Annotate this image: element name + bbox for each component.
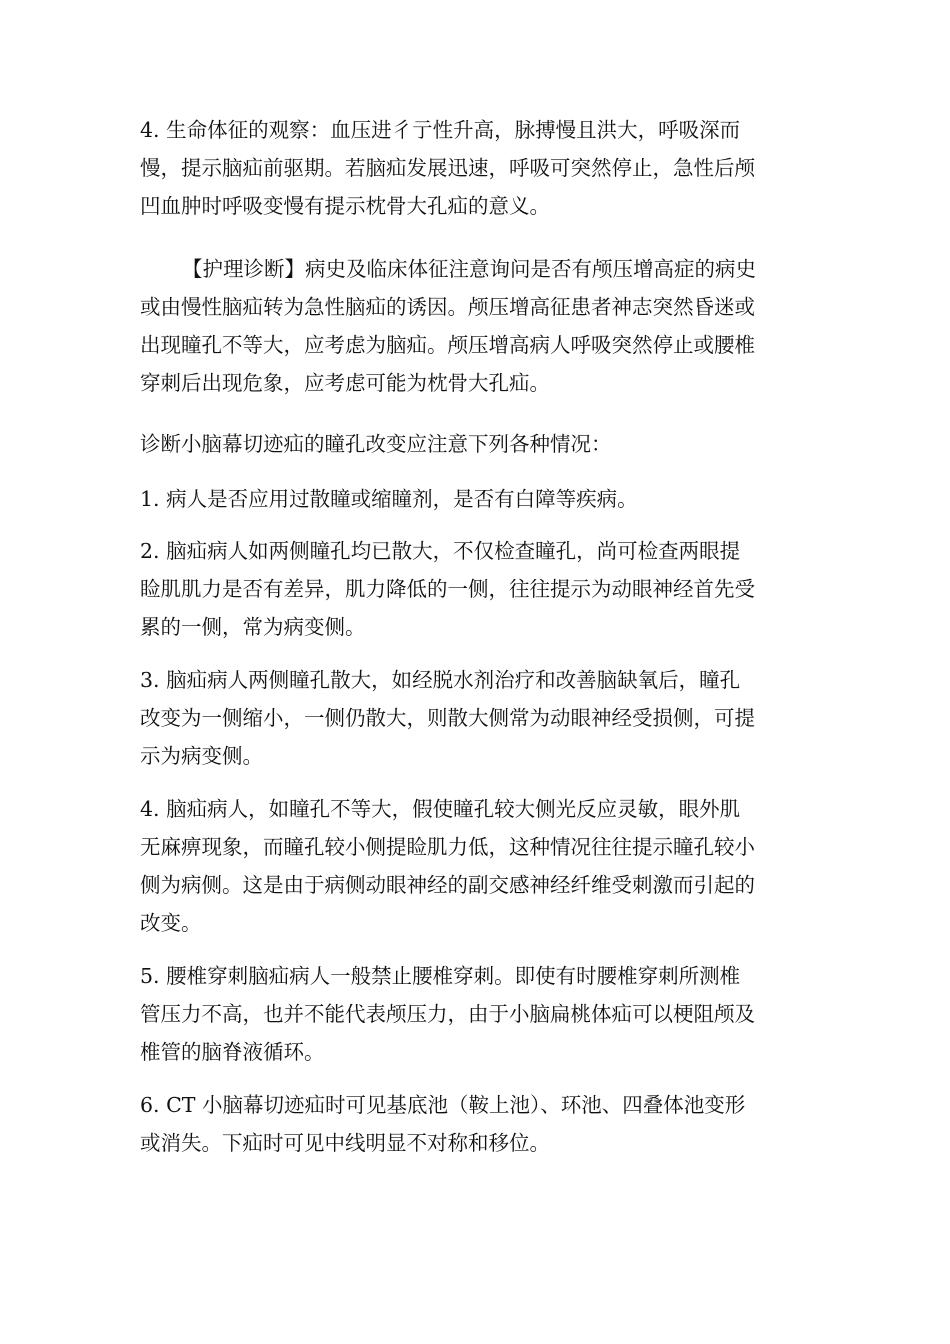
text-line: 1. 病人是否应用过散瞳或缩瞳剂，是否有白障等疾病。: [140, 487, 638, 511]
text-line: 慢，提示脑疝前驱期。若脑疝发展迅速，呼吸可突然停止，急性后颅: [140, 156, 755, 180]
text-line: 穿刺后出现危象，应考虑可能为枕骨大孔疝。: [140, 371, 550, 395]
text-line: 2. 脑疝病人如两侧瞳孔均已散大，不仅检查瞳孔，尚可检查两眼提: [140, 539, 741, 563]
text-line: 诊断小脑幕切迹疝的瞳孔改变应注意下列各种情况：: [140, 432, 612, 456]
paragraph-nursing-diagnosis: [140, 250, 820, 402]
list-item-1: [140, 480, 820, 518]
text-line: 6. CT 小脑幕切迹疝时可见基底池（鞍上池）、环池、四叠体池变形: [140, 1093, 746, 1117]
text-line: 出现瞳孔不等大，应考虑为脑疝。颅压增高病人呼吸突然停止或腰椎: [140, 333, 755, 357]
text-line: 5. 腰椎穿刺脑疝病人一般禁止腰椎穿刺。即使有时腰椎穿刺所测椎: [140, 964, 741, 988]
text-line: 无麻痹现象，而瞳孔较小侧提睑肌力低，这种情况往往提示瞳孔较小: [140, 835, 755, 859]
paragraph-vital-signs: [140, 111, 820, 225]
text-line: 【护理诊断】病史及临床体征注意询问是否有颅压增高症的病史: [182, 257, 756, 281]
text-line: 或消失。下疝时可见中线明显不对称和移位。: [140, 1131, 550, 1155]
paragraph-intro: [140, 425, 820, 463]
text-line: 改变为一侧缩小，一侧仍散大，则散大侧常为动眼神经受损侧，可提: [140, 706, 755, 730]
list-item-5: [140, 957, 820, 1071]
text-line: 凹血肿时呼吸变慢有提示枕骨大孔疝的意义。: [140, 194, 550, 218]
list-item-3: [140, 661, 820, 775]
text-line: 椎管的脑脊液循环。: [140, 1040, 325, 1064]
text-line: 睑肌肌力是否有差异，肌力降低的一侧，往往提示为动眼神经首先受: [140, 577, 755, 601]
text-line: 示为病变侧。: [140, 744, 263, 768]
text-line: 3. 脑疝病人两侧瞳孔散大，如经脱水剂治疗和改善脑缺氧后，瞳孔: [140, 668, 741, 692]
text-line: 4. 脑疝病人，如瞳孔不等大，假使瞳孔较大侧光反应灵敏，眼外肌: [140, 797, 741, 821]
text-line: 管压力不高，也并不能代表颅压力，由于小脑扁桃体疝可以梗阻颅及: [140, 1002, 755, 1026]
text-line: 或由慢性脑疝转为急性脑疝的诱因。颅压增高征患者神志突然昏迷或: [140, 295, 755, 319]
list-item-4: [140, 790, 820, 942]
list-item-6: [140, 1086, 820, 1162]
text-line: 改变。: [140, 911, 202, 935]
text-line: 累的一侧，常为病变侧。: [140, 615, 366, 639]
list-item-2: [140, 532, 820, 646]
text-line: 侧为病侧。这是由于病侧动眼神经的副交感神经纤维受刺激而引起的: [140, 873, 755, 897]
text-line: 4. 生命体征的观察：血压进彳亍性升高，脉搏慢且洪大，呼吸深而: [140, 118, 741, 142]
